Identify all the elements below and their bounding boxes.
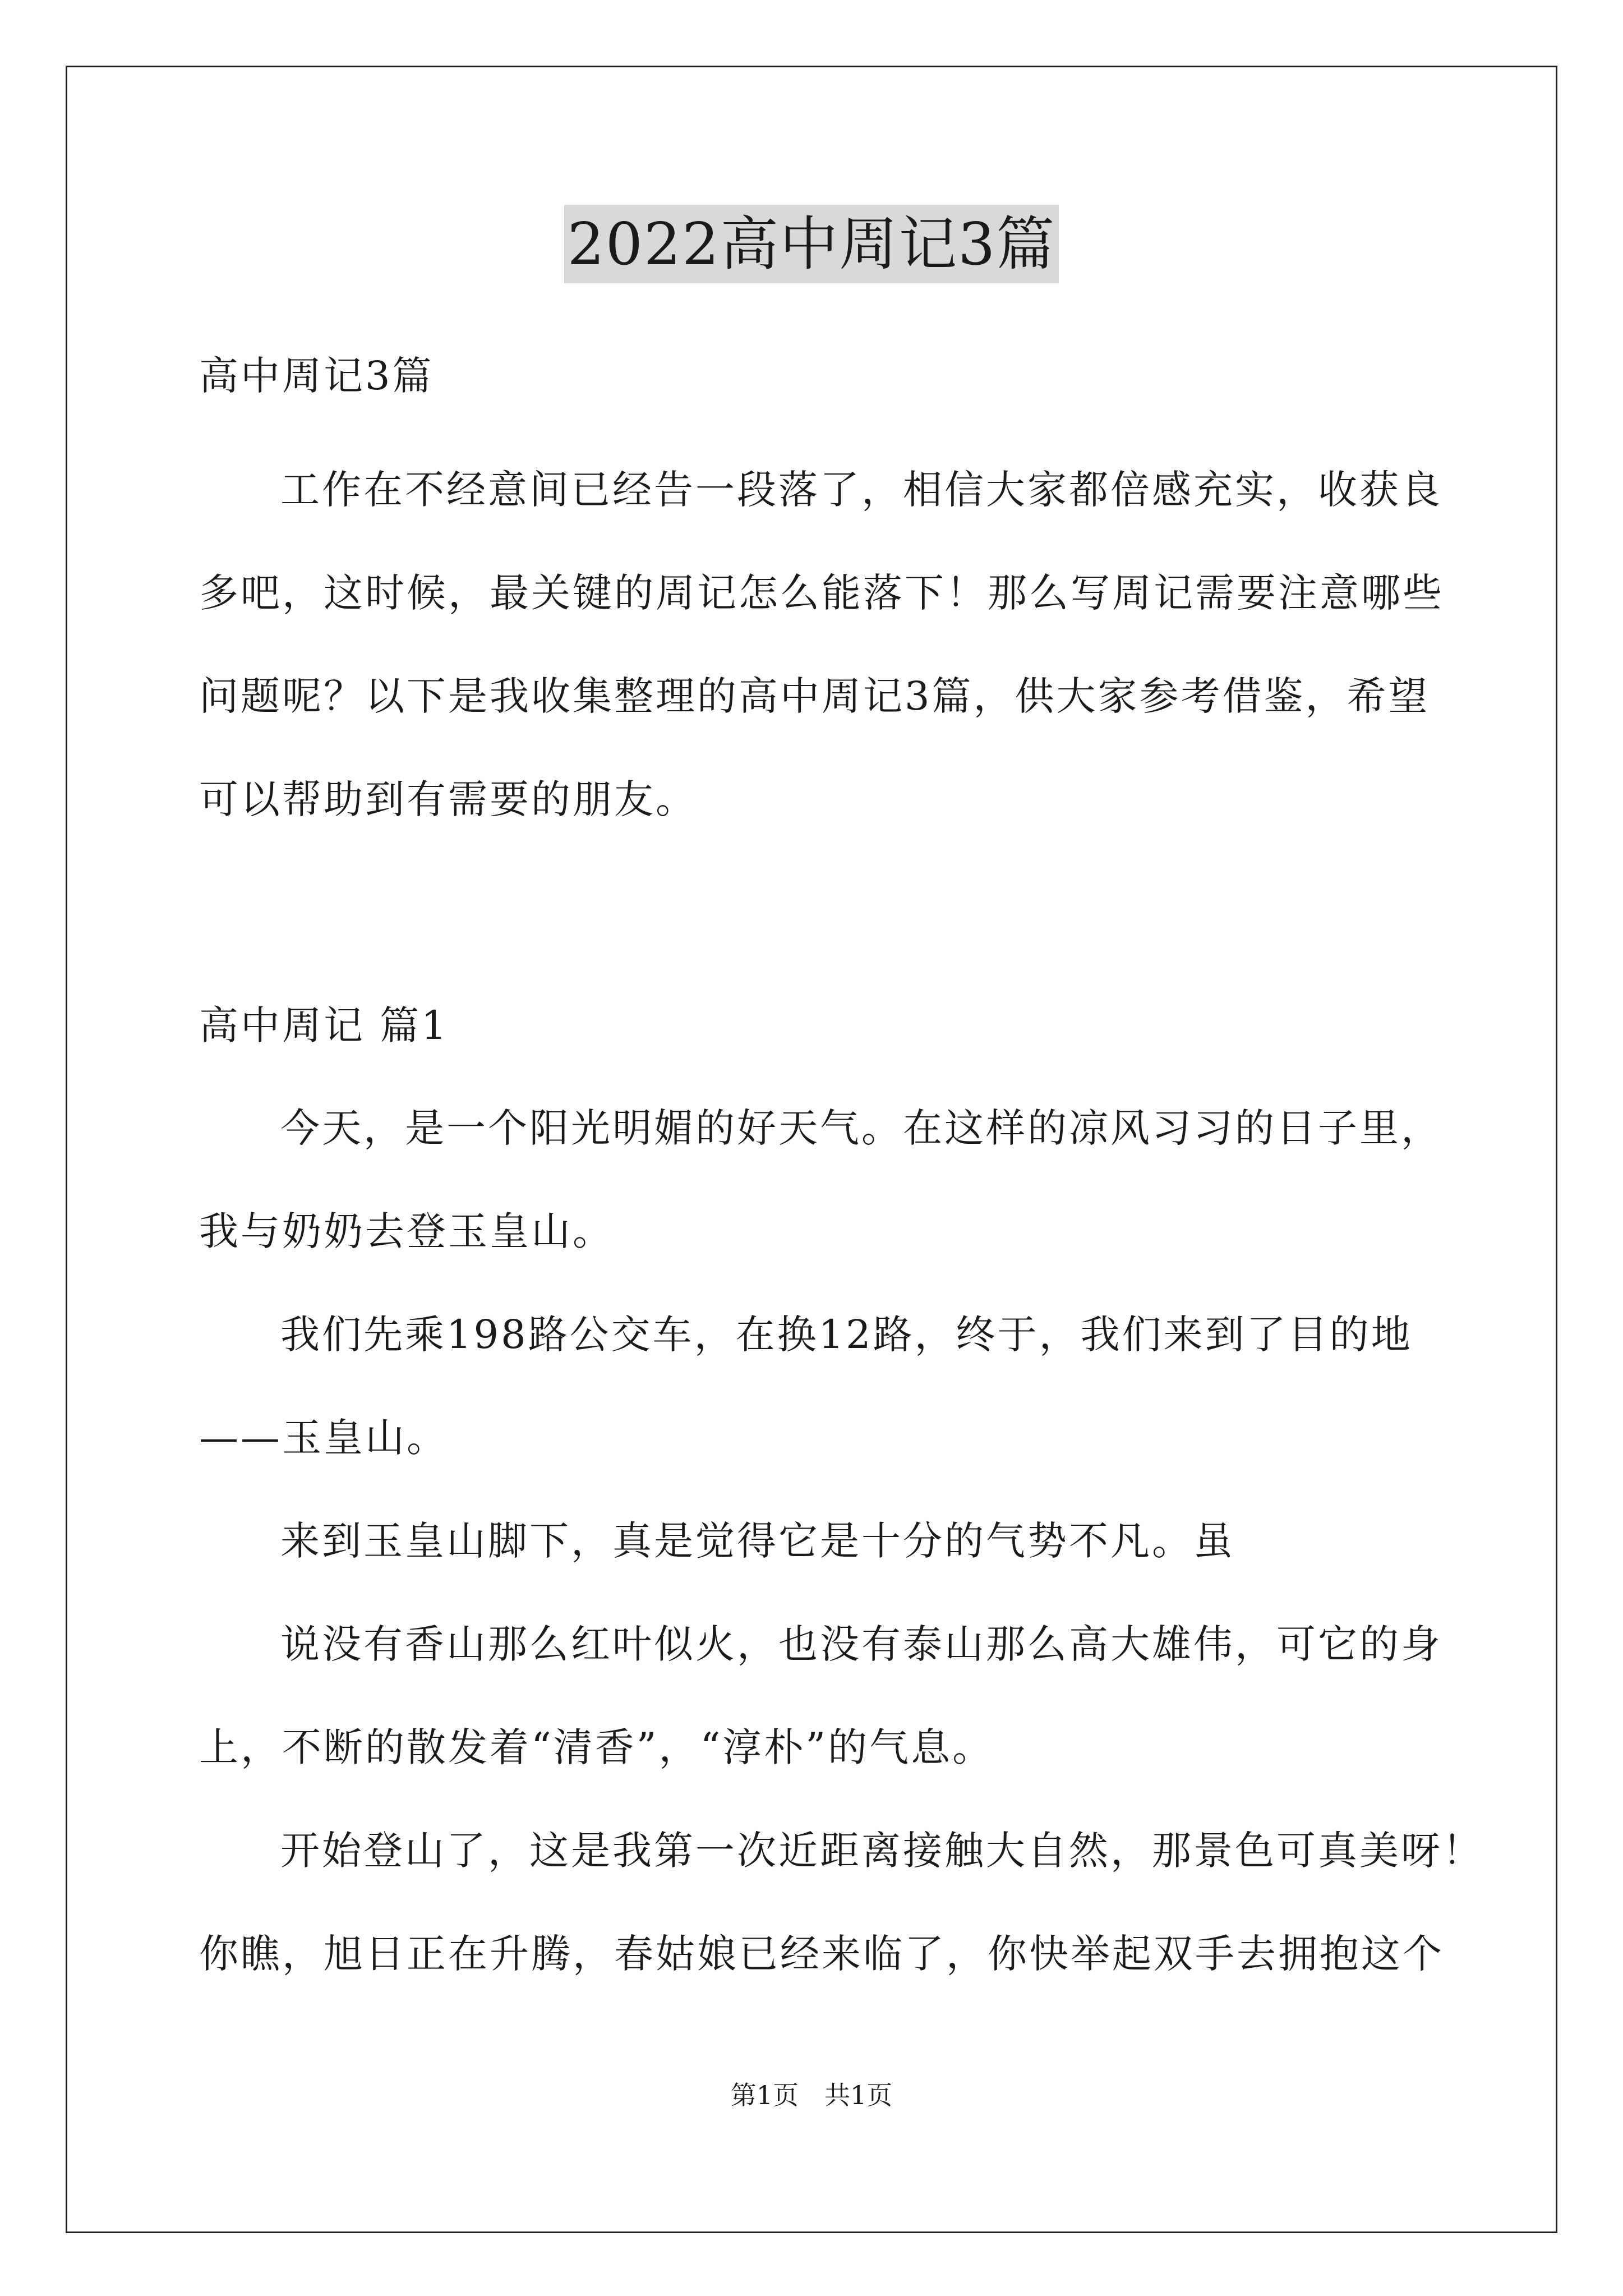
section-heading: 高中周记 篇1 bbox=[199, 1002, 449, 1048]
intro-line-3: 问题呢？以下是我收集整理的高中周记3篇，供大家参考借鉴，希望 bbox=[199, 673, 1430, 719]
body-line-6: 说没有香山那么红叶似火，也没有泰山那么高大雄伟，可它的身 bbox=[280, 1621, 1442, 1667]
intro-line-2: 多吧，这时候，最关键的周记怎么能落下！那么写周记需要注意哪些 bbox=[199, 570, 1444, 616]
body-line-7: 上，不断的散发着“清香”，“淳朴”的气息。 bbox=[199, 1724, 994, 1770]
title-block bbox=[0, 205, 1623, 283]
document-title: 2022高中周记3篇 bbox=[564, 205, 1059, 283]
body-line-1: 今天，是一个阳光明媚的好天气。在这样的凉风习习的日子里， bbox=[280, 1105, 1442, 1151]
body-line-8: 开始登山了，这是我第一次近距离接触大自然，那景色可真美呀！ bbox=[280, 1828, 1484, 1874]
body-line-4: ——玉皇山。 bbox=[199, 1415, 448, 1461]
subtitle: 高中周记3篇 bbox=[199, 353, 434, 399]
body-line-5: 来到玉皇山脚下，真是觉得它是十分的气势不凡。虽 bbox=[280, 1518, 1235, 1564]
intro-line-1: 工作在不经意间已经告一段落了，相信大家都倍感充实，收获良 bbox=[280, 467, 1442, 513]
body-line-3: 我们先乘198路公交车，在换12路，终于，我们来到了目的地 bbox=[280, 1312, 1413, 1358]
intro-line-4: 可以帮助到有需要的朋友。 bbox=[199, 776, 697, 822]
body-line-9: 你瞧，旭日正在升腾，春姑娘已经来临了，你快举起双手去拥抱这个 bbox=[199, 1931, 1444, 1977]
body-line-2: 我与奶奶去登玉皇山。 bbox=[199, 1208, 614, 1254]
page-footer: 第1页 共1页 bbox=[730, 2080, 893, 2110]
